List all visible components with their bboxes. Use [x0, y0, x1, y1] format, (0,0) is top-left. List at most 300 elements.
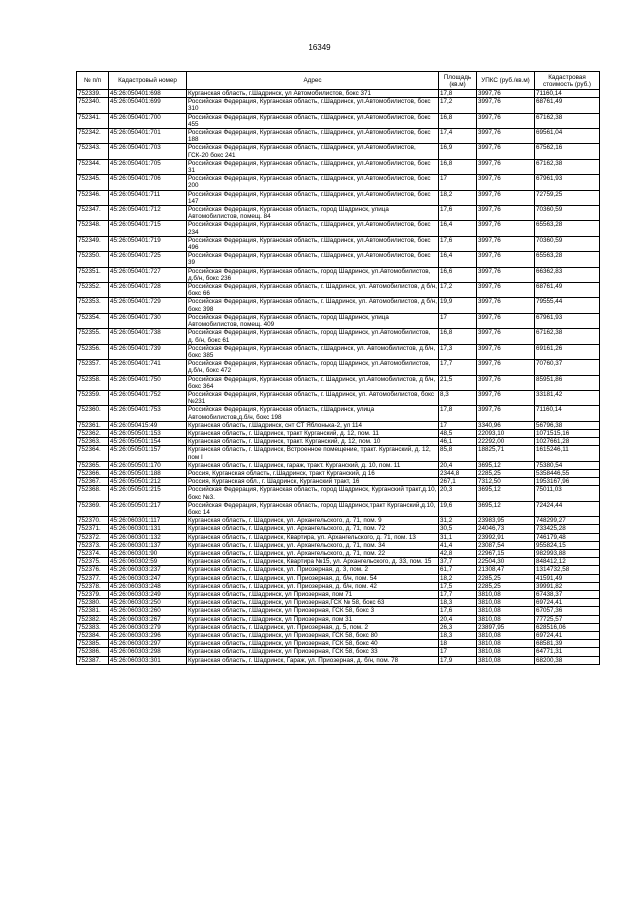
cell-upks: 3810,08 [477, 656, 535, 664]
cell-area: 18,2 [439, 190, 477, 205]
cell-number: 752360. [77, 406, 109, 421]
cell-address: Российская Федерация, Курганская область, г.Шадринск, ул. Автомобилистов, д.б/н, бокс 385 [187, 344, 439, 359]
cell-upks: 24046,73 [477, 525, 535, 533]
table-row [77, 344, 600, 359]
cell-number: 752345. [77, 175, 109, 190]
cell-cadastral-cost: 5358446,55 [535, 469, 600, 477]
cell-area: 17,6 [439, 607, 477, 615]
cell-upks: 3997,76 [477, 144, 535, 159]
cell-upks: 23983,95 [477, 517, 535, 525]
table-row [77, 541, 600, 549]
cell-upks: 3810,08 [477, 615, 535, 623]
cell-area: 17,7 [439, 360, 477, 375]
cell-number: 752376. [77, 566, 109, 574]
table-body [77, 90, 600, 665]
cell-address: Курганская область, г. Шадринск, ул. Архангельского, д. 71, пом. 72 [187, 525, 439, 533]
cell-cadastral-number: 45:26:060301:117 [109, 517, 187, 525]
cell-area: 17 [439, 313, 477, 328]
table-row [77, 313, 600, 328]
cell-address: Курганская область, г.Шадринск, ул Приозерная, пом 31 [187, 615, 439, 623]
table-row [77, 486, 600, 501]
cell-cadastral-number: 45:26:050501:170 [109, 461, 187, 469]
cell-address: Курганская область, г. Шадринск, ул. Приозерная, д. 3, пом. 2 [187, 566, 439, 574]
cell-cadastral-cost: 67562,16 [535, 144, 600, 159]
cell-cadastral-number: 45:26:050401:715 [109, 221, 187, 236]
cadastral-table [76, 71, 600, 665]
cell-cadastral-cost: 72424,44 [535, 501, 600, 516]
cell-cadastral-cost: 67057,36 [535, 607, 600, 615]
cell-cadastral-number: 45:26:060303:260 [109, 607, 187, 615]
cell-address: Российская Федерация, Курганская область, г.Шадринск, ул.Автомобилистов, бокс 310 [187, 98, 439, 113]
cell-number: 752384. [77, 632, 109, 640]
cell-number: 752378. [77, 582, 109, 590]
cell-area: 31,2 [439, 517, 477, 525]
cell-address: Курганская область, г. Шадринск, ул. Архангельского, д. 71, пом. 34 [187, 541, 439, 549]
cell-cadastral-number: 45:26:050401:719 [109, 236, 187, 251]
cell-number: 752349. [77, 236, 109, 251]
cell-number: 752368. [77, 486, 109, 501]
cell-cadastral-cost: 72759,25 [535, 190, 600, 205]
cell-cadastral-cost: 1314732,58 [535, 566, 600, 574]
table-row [77, 632, 600, 640]
cell-area: 19,6 [439, 501, 477, 516]
cell-cadastral-cost: 628516,06 [535, 623, 600, 631]
cell-number: 752381. [77, 607, 109, 615]
cell-number: 752341. [77, 113, 109, 128]
cell-upks: 3997,76 [477, 236, 535, 251]
cell-address: Курганская область, г.Шадринск, ул Приозерная,ГСК № 58, бокс 63 [187, 599, 439, 607]
cell-area: 17,8 [439, 90, 477, 98]
table-row [77, 574, 600, 582]
cell-number: 752383. [77, 623, 109, 631]
cell-address: Россия, Курганская область, г.Шадринск, тракт Курганский, д 16 [187, 469, 439, 477]
cell-area: 17,6 [439, 236, 477, 251]
table-row [77, 429, 600, 437]
cell-number: 752346. [77, 190, 109, 205]
cell-upks: 3997,76 [477, 129, 535, 144]
cell-area: 17,4 [439, 129, 477, 144]
header-cadastral-cost: Кадастровая стоимость (руб.) [535, 72, 600, 90]
cell-address: Курганская область, г.Шадринск, снт СТ Яблонька-2, ул 114 [187, 421, 439, 429]
cell-upks: 3997,76 [477, 252, 535, 267]
cell-cadastral-cost: 66362,83 [535, 267, 600, 282]
cell-cadastral-number: 45:26:060303:296 [109, 632, 187, 640]
cell-address: Курганская область, г.Шадринск, ул Автомобилистов, бокс 371 [187, 90, 439, 98]
cell-address: Курганская область, г.Шадринск, ул Приозерная, ГСК 58, бокс 3 [187, 607, 439, 615]
cell-address: Курганская область, г. Шадринск, Встроенное помещение, тракт. Курганский, д. 12, пом I [187, 446, 439, 461]
cell-cadastral-number: 45:26:050501:217 [109, 501, 187, 516]
table-row [77, 298, 600, 313]
cell-cadastral-number: 45:26:060302:59 [109, 558, 187, 566]
cell-area: 20,3 [439, 486, 477, 501]
cell-address: Курганская область, г. Шадринск, ул. Архангельского, д. 71, пом. 22 [187, 549, 439, 557]
cell-address: Российская Федерация, Курганская область, г.Шадринск, ул.Автомобилистов, бокс 200 [187, 175, 439, 190]
table-row [77, 517, 600, 525]
cell-number: 752386. [77, 648, 109, 656]
cell-upks: 3997,76 [477, 298, 535, 313]
cell-cadastral-cost: 746179,48 [535, 533, 600, 541]
header-number: № п/п [77, 72, 109, 90]
table-row [77, 283, 600, 298]
cell-area: 17,2 [439, 283, 477, 298]
cell-cadastral-cost: 70360,59 [535, 236, 600, 251]
table-row [77, 582, 600, 590]
cell-address: Курганская область, г. Шадринск, Квартира, ул. Архангельского, д. 71, пом. 13 [187, 533, 439, 541]
table-row [77, 656, 600, 664]
cell-cadastral-cost: 1615246,11 [535, 446, 600, 461]
cell-area: 20,4 [439, 615, 477, 623]
cell-upks: 3997,76 [477, 221, 535, 236]
cell-cadastral-number: 45:26:050501:215 [109, 486, 187, 501]
cell-cadastral-number: 45:26:050401:699 [109, 98, 187, 113]
cell-upks: 3997,76 [477, 175, 535, 190]
cell-address: Российская Федерация, Курганская область, г.Шадринск, ул.Автомобилистов, бокс 31 [187, 159, 439, 174]
table-row [77, 446, 600, 461]
cell-upks: 3997,76 [477, 390, 535, 405]
cell-area: 17,6 [439, 206, 477, 221]
cell-cadastral-cost: 67162,38 [535, 159, 600, 174]
cell-cadastral-cost: 79555,44 [535, 298, 600, 313]
header-area: Площадь (кв.м) [439, 72, 477, 90]
cell-area: 17 [439, 421, 477, 429]
cell-cadastral-number: 45:26:050401:741 [109, 360, 187, 375]
cell-area: 17 [439, 648, 477, 656]
cell-upks: 22504,30 [477, 558, 535, 566]
cell-number: 752379. [77, 591, 109, 599]
table-row [77, 98, 600, 113]
cell-upks: 3810,08 [477, 591, 535, 599]
cell-address: Курганская область, г. Шадринск, тракт. Курганский, д. 12, пом. 10 [187, 438, 439, 446]
cell-area: 85,8 [439, 446, 477, 461]
cell-cadastral-cost: 68581,39 [535, 640, 600, 648]
table-row [77, 469, 600, 477]
cell-cadastral-cost: 955824,15 [535, 541, 600, 549]
cell-number: 752363. [77, 438, 109, 446]
cell-upks: 3997,76 [477, 406, 535, 421]
cell-cadastral-number: 45:26:050401:725 [109, 252, 187, 267]
cell-area: 17,3 [439, 344, 477, 359]
header-upks: УПКС (руб./кв.м) [477, 72, 535, 90]
cell-number: 752364. [77, 446, 109, 461]
cell-upks: 18825,71 [477, 446, 535, 461]
cell-number: 752355. [77, 329, 109, 344]
table-row [77, 252, 600, 267]
cell-area: 17,7 [439, 591, 477, 599]
cell-address: Курганская область, г.Шадринск, ул Приозерная, ГСК 58, бокс 40 [187, 640, 439, 648]
cell-cadastral-cost: 67162,38 [535, 113, 600, 128]
cell-area: 26,3 [439, 623, 477, 631]
cell-cadastral-cost: 33181,42 [535, 390, 600, 405]
cell-number: 752375. [77, 558, 109, 566]
cell-cadastral-cost: 56796,38 [535, 421, 600, 429]
cell-upks: 2285,25 [477, 574, 535, 582]
cell-area: 41,4 [439, 541, 477, 549]
cell-cadastral-cost: 1027661,28 [535, 438, 600, 446]
cell-number: 752358. [77, 375, 109, 390]
cell-address: Российская Федерация, Курганская область, город Шадринск, улица Автомобилистов, помещ. 409 [187, 313, 439, 328]
cell-area: 30,5 [439, 525, 477, 533]
cell-address: Российская Федерация, Курганская область, г.Шадринск, улица Автомобилистов,д.б/н, бокс 198 [187, 406, 439, 421]
cell-cadastral-cost: 85951,86 [535, 375, 600, 390]
table-row [77, 360, 600, 375]
cell-cadastral-number: 45:26:060303:248 [109, 582, 187, 590]
cell-cadastral-number: 45:26:050401:706 [109, 175, 187, 190]
cell-number: 752365. [77, 461, 109, 469]
cell-cadastral-number: 45:26:050401:711 [109, 190, 187, 205]
cell-cadastral-number: 45:26:050401:701 [109, 129, 187, 144]
cell-address: Российская Федерация, Курганская область, город Шадринск, ул.Автомобилистов, д. б/н, бокс 61 [187, 329, 439, 344]
cell-cadastral-cost: 67438,37 [535, 591, 600, 599]
cell-cadastral-cost: 69161,26 [535, 344, 600, 359]
cell-cadastral-number: 45:26:060303:237 [109, 566, 187, 574]
cell-address: Российская Федерация, Курганская область, г.Шадринск, ул.Автомобилистов, бокс 147 [187, 190, 439, 205]
cell-cadastral-number: 45:26:050501:153 [109, 429, 187, 437]
cell-cadastral-cost: 69561,04 [535, 129, 600, 144]
table-row [77, 406, 600, 421]
cell-address: Российская Федерация, Курганская область, город Шадринск, ул.Автомобилистов, д.б/н, бокс 472 [187, 360, 439, 375]
table-row [77, 599, 600, 607]
cell-cadastral-cost: 69724,41 [535, 599, 600, 607]
cell-number: 752356. [77, 344, 109, 359]
cell-cadastral-cost: 71160,14 [535, 406, 600, 421]
cell-number: 752351. [77, 267, 109, 282]
cell-cadastral-cost: 65563,28 [535, 221, 600, 236]
cell-address: Курганская область, г. Шадринск, Квартира №15, ул. Архангельского, д. 33, пом. 15 [187, 558, 439, 566]
table-row [77, 533, 600, 541]
table-row [77, 615, 600, 623]
cell-upks: 3997,76 [477, 206, 535, 221]
cell-number: 752350. [77, 252, 109, 267]
cell-cadastral-number: 45:26:060301:137 [109, 541, 187, 549]
cell-cadastral-cost: 733425,28 [535, 525, 600, 533]
cell-cadastral-number: 45:26:050501:188 [109, 469, 187, 477]
cell-cadastral-cost: 75011,03 [535, 486, 600, 501]
table-row [77, 329, 600, 344]
cell-area: 17 [439, 175, 477, 190]
cell-cadastral-number: 45:26:050401:698 [109, 90, 187, 98]
table-row [77, 190, 600, 205]
cell-cadastral-number: 45:26:050501:212 [109, 478, 187, 486]
cell-cadastral-number: 45:26:050401:750 [109, 375, 187, 390]
cell-address: Российская Федерация, Курганская область, г. Шадринск, ул. Автомобилистов, бокс №231 [187, 390, 439, 405]
cell-address: Российская Федерация, Курганская область, г.Шадринск, ул.Автомобилистов, бокс 39 [187, 252, 439, 267]
cell-area: 46,1 [439, 438, 477, 446]
cell-cadastral-cost: 70760,37 [535, 360, 600, 375]
cell-address: Курганская область, г. Шадринск, ул. Приозерная, д. б/н, пом. 54 [187, 574, 439, 582]
cell-address: Российская Федерация, Курганская область, г. Шадринск, ул. Автомобилистов, д б/н, бокс 66 [188, 283, 437, 298]
table-row [77, 90, 600, 98]
cell-area: 18,3 [439, 599, 477, 607]
cell-cadastral-number: 45:26:060301:132 [109, 533, 187, 541]
cell-address: Российская Федерация, Курганская область, г.Шадринск, ул.Автомобилистов, бокс 234 [187, 221, 439, 236]
cell-upks: 3997,76 [477, 313, 535, 328]
table-row [77, 549, 600, 557]
cell-cadastral-cost: 65563,28 [535, 252, 600, 267]
table-row [77, 267, 600, 282]
cell-area: 20,4 [439, 461, 477, 469]
table-row [77, 221, 600, 236]
cell-upks: 3810,08 [477, 599, 535, 607]
cell-upks: 3997,76 [477, 267, 535, 282]
table-row [77, 113, 600, 128]
cell-upks: 3340,96 [477, 421, 535, 429]
cell-upks: 23897,95 [477, 623, 535, 631]
cell-area: 18,3 [439, 632, 477, 640]
table-row [77, 390, 600, 405]
cell-area: 37,7 [439, 558, 477, 566]
table-row [77, 525, 600, 533]
cell-cadastral-number: 45:26:050401:738 [109, 329, 187, 344]
cell-cadastral-cost: 39991,82 [535, 582, 600, 590]
cell-cadastral-number: 45:26:050501:157 [109, 446, 187, 461]
cell-cadastral-number: 45:26:050401:712 [109, 206, 187, 221]
cell-area: 16,9 [439, 144, 477, 159]
cell-area: 17,2 [439, 98, 477, 113]
cell-area: 18,2 [439, 574, 477, 582]
cell-upks: 3810,08 [477, 640, 535, 648]
cell-area: 16,8 [439, 113, 477, 128]
cell-cadastral-cost: 68761,49 [535, 283, 600, 298]
table-row [77, 591, 600, 599]
cell-address: Российская Федерация, Курганская область, г.Шадринск, ул.Автомобилистов, бокс 188 [187, 129, 439, 144]
cell-area: 16,4 [439, 221, 477, 236]
cell-cadastral-number: 45:26:060301:90 [109, 549, 187, 557]
cell-cadastral-cost: 71160,14 [535, 90, 600, 98]
cell-cadastral-number: 45:26:050401:705 [109, 159, 187, 174]
cell-area: 17,8 [439, 406, 477, 421]
cell-number: 752371. [77, 525, 109, 533]
cell-address: Россия, Курганская обл., г. Шадринск, Курганский тракт, 16 [187, 478, 439, 486]
table-row [77, 129, 600, 144]
cell-address: Курганская область, г. Шадринск, ул. Приозерная, д. б/н, пом. 42 [187, 582, 439, 590]
cell-cadastral-number: 45:26:050401:752 [109, 390, 187, 405]
cell-area: 17,5 [439, 582, 477, 590]
cell-area: 267,1 [439, 478, 477, 486]
cell-cadastral-number: 45:26:060303:279 [109, 623, 187, 631]
table-row [77, 206, 600, 221]
cell-area: 61,7 [439, 566, 477, 574]
table-row [77, 375, 600, 390]
cell-number: 752359. [77, 390, 109, 405]
cell-cadastral-cost: 67162,38 [535, 329, 600, 344]
cell-cadastral-cost: 70360,59 [535, 206, 600, 221]
table-row [77, 640, 600, 648]
cell-number: 752353. [77, 298, 109, 313]
cell-area: 21,5 [439, 375, 477, 390]
cell-address: Российская Федерация, Курганская область, г.Шадринск, ул.Автомобилистов, бокс 455 [187, 113, 439, 128]
cell-number: 752340. [77, 98, 109, 113]
cell-number: 752342. [77, 129, 109, 144]
cell-cadastral-cost: 41591,49 [535, 574, 600, 582]
cell-cadastral-cost: 982993,88 [535, 549, 600, 557]
cell-number: 752366. [77, 469, 109, 477]
cell-cadastral-cost: 67961,93 [535, 175, 600, 190]
cell-upks: 3810,08 [477, 607, 535, 615]
cell-cadastral-number: 45:26:060303:298 [109, 648, 187, 656]
cell-upks: 2285,25 [477, 582, 535, 590]
cell-cadastral-cost: 75380,54 [535, 461, 600, 469]
table-row [77, 501, 600, 516]
cell-cadastral-cost: 748299,27 [535, 517, 600, 525]
cell-upks: 22093,10 [477, 429, 535, 437]
cell-cadastral-cost: 1953167,96 [535, 478, 600, 486]
cell-upks: 23087,54 [477, 541, 535, 549]
cell-upks: 3695,12 [477, 501, 535, 516]
cell-address: Курганская область, г.Шадринск, ул Приозерная, ГСК 58, бокс 80 [187, 632, 439, 640]
cell-upks: 3997,76 [477, 98, 535, 113]
cell-number: 752344. [77, 159, 109, 174]
cell-upks: 21308,47 [477, 566, 535, 574]
cell-area: 19,9 [439, 298, 477, 313]
cell-number: 752382. [77, 615, 109, 623]
table-header-row [77, 72, 600, 90]
cell-upks: 3810,08 [477, 648, 535, 656]
cell-address: Курганская область, г. Шадринск, тракт Курганский, д. 12, пом. 11 [187, 429, 439, 437]
cell-number: 752354. [77, 313, 109, 328]
cell-cadastral-number: 45:26:050401:727 [109, 267, 187, 282]
table-row [77, 461, 600, 469]
cell-number: 752362. [77, 429, 109, 437]
cell-address: Российская Федерация, Курганская область, г. Шадринск, ул.Автомобилистов, д б/н, бокс 364 [187, 375, 439, 390]
cell-cadastral-number: 45:26:050401:703 [109, 144, 187, 159]
table-row [77, 648, 600, 656]
cell-number: 752373. [77, 541, 109, 549]
cell-upks: 3997,76 [477, 159, 535, 174]
cell-cadastral-cost: 67961,93 [535, 313, 600, 328]
table-row [77, 478, 600, 486]
cell-cadastral-number: 45:26:050401:729 [109, 298, 187, 313]
cell-number: 752339. [77, 90, 109, 98]
cell-cadastral-number: 45:26:050415:49 [109, 421, 187, 429]
cell-number: 752377. [77, 574, 109, 582]
cell-address: Российская Федерация, Курганская область, г.Шадринск, ул.Автомобилистов, ГСК-20 бокс 241 [187, 144, 439, 159]
cell-upks: 3997,76 [477, 329, 535, 344]
table-row [77, 421, 600, 429]
cell-cadastral-number: 45:26:060301:131 [109, 525, 187, 533]
cell-upks: 2285,25 [477, 469, 535, 477]
cell-area: 16,8 [439, 329, 477, 344]
cell-address: Российская Федерация, Курганская область, город Шадринск, Курганский тракт,д.10, бокс №3. [187, 486, 439, 501]
cell-cadastral-number: 45:26:060303:250 [109, 599, 187, 607]
cell-cadastral-number: 45:26:050401:728 [109, 283, 187, 298]
cell-number: 752369. [77, 501, 109, 516]
cell-cadastral-number: 45:26:060303:249 [109, 591, 187, 599]
cell-upks: 3695,12 [477, 461, 535, 469]
cell-address: Российская Федерация, Курганская область, г.Шадринск, ул.Автомобилистов, бокс 496 [187, 236, 439, 251]
cell-number: 752343. [77, 144, 109, 159]
cell-area: 16,6 [439, 267, 477, 282]
cell-address: Курганская область, г. Шадринск, Гараж, ул. Приозерная, д. б/н, пом. 78 [187, 656, 439, 664]
table-row [77, 558, 600, 566]
cell-number: 752347. [77, 206, 109, 221]
cell-cadastral-number: 45:26:060303:297 [109, 640, 187, 648]
cell-area: 16,4 [439, 252, 477, 267]
cell-upks: 22967,15 [477, 549, 535, 557]
cell-area: 8,3 [439, 390, 477, 405]
cell-area: 48,5 [439, 429, 477, 437]
cell-upks: 3997,76 [477, 344, 535, 359]
cell-cadastral-number: 45:26:060303:247 [109, 574, 187, 582]
cell-upks: 3997,76 [477, 375, 535, 390]
cell-upks: 23992,91 [477, 533, 535, 541]
cell-area: 42,8 [439, 549, 477, 557]
table-row [77, 236, 600, 251]
table-row [77, 607, 600, 615]
cell-address: Курганская область, г.Шадринск, ул Приозерная, пом 71 [187, 591, 439, 599]
cell-upks: 3810,08 [477, 632, 535, 640]
cell-address: Российская Федерация, Курганская область, город Шадринск, ул.Автомобилистов, д.б/н, бокс 236 [187, 267, 439, 282]
page-number: 16349 [308, 43, 331, 52]
